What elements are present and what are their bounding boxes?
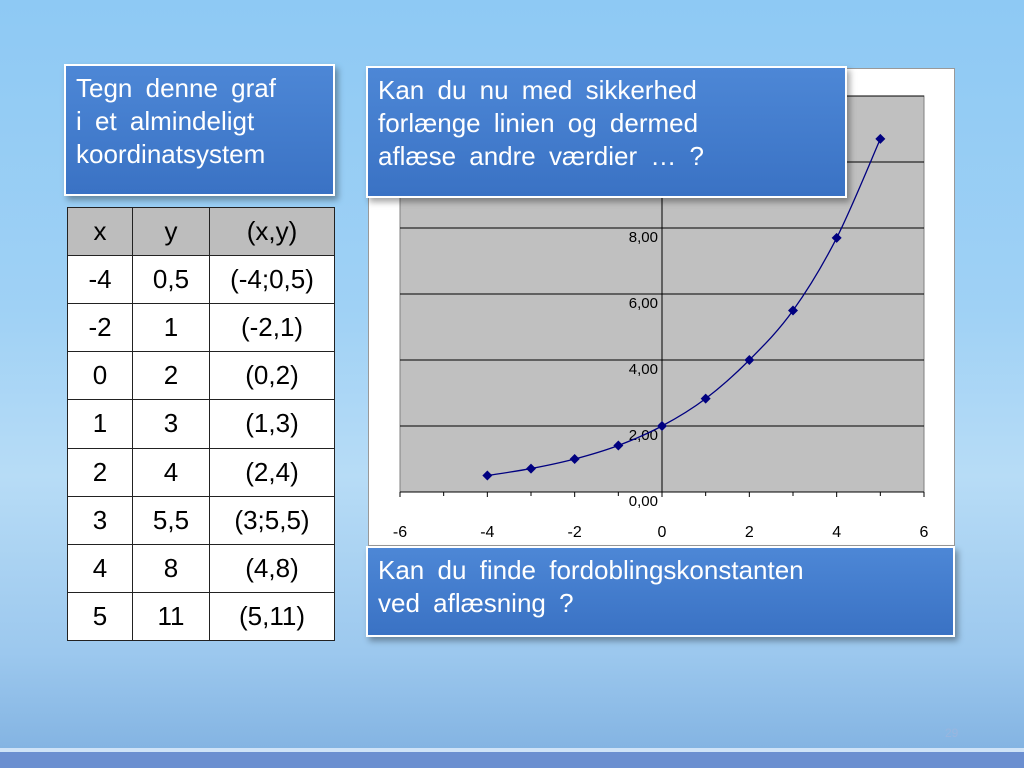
- x-tick-label: 6: [919, 524, 929, 541]
- table-row: [68, 496, 335, 544]
- table-row: [68, 592, 335, 640]
- y-tick-label: 2,00: [628, 427, 658, 444]
- callout-line: forlænge linien og dermed: [378, 108, 699, 138]
- table-row: [68, 256, 335, 304]
- page-number: 29: [945, 726, 959, 740]
- y-tick-label: 8,00: [628, 229, 658, 246]
- table-row: [68, 352, 335, 400]
- x-tick-label: -6: [392, 524, 408, 541]
- x-tick-label: 2: [744, 524, 754, 541]
- cell-y: 5,5: [133, 496, 210, 544]
- cell-x: 4: [68, 544, 133, 592]
- callout-line: ved aflæsning ?: [378, 588, 574, 618]
- callout-line: koordinatsystem: [76, 139, 266, 169]
- cell-y: 11: [133, 592, 210, 640]
- bottom-band: [0, 748, 1024, 768]
- cell-xy: (2,4): [210, 448, 335, 496]
- cell-x: 3: [68, 496, 133, 544]
- cell-x: 2: [68, 448, 133, 496]
- table-header-row: [68, 208, 335, 256]
- table-row: [68, 544, 335, 592]
- x-tick-label: 0: [657, 524, 667, 541]
- cell-x: 0: [68, 352, 133, 400]
- cell-xy: (4,8): [210, 544, 335, 592]
- cell-xy: (1,3): [210, 400, 335, 448]
- y-tick-label: 4,00: [628, 361, 658, 378]
- callout-extend-line: [366, 66, 847, 198]
- x-tick-label: -4: [480, 524, 495, 541]
- values-table: [67, 207, 335, 641]
- cell-y: 3: [133, 400, 210, 448]
- cell-y: 2: [133, 352, 210, 400]
- callout-line: aflæse andre værdier … ?: [378, 141, 705, 171]
- callout-line: Kan du nu med sikkerhed: [378, 75, 697, 105]
- cell-xy: (-2,1): [210, 304, 335, 352]
- table-row: [68, 400, 335, 448]
- cell-y: 1: [133, 304, 210, 352]
- callout-line: Tegn denne graf: [76, 73, 276, 103]
- cell-xy: (3;5,5): [210, 496, 335, 544]
- header-xy: (x,y): [210, 208, 335, 256]
- y-tick-label: 0,00: [628, 493, 658, 510]
- cell-xy: (-4;0,5): [210, 256, 335, 304]
- cell-xy: (5,11): [210, 592, 335, 640]
- callout-line: i et almindeligt: [76, 106, 255, 136]
- cell-x: -4: [68, 256, 133, 304]
- cell-y: 8: [133, 544, 210, 592]
- table-row: [68, 448, 335, 496]
- callout-draw-graph: [64, 64, 335, 196]
- y-tick-label: 6,00: [628, 295, 658, 312]
- cell-x: -2: [68, 304, 133, 352]
- cell-y: 4: [133, 448, 210, 496]
- cell-x: 5: [68, 592, 133, 640]
- callout-line: Kan du finde fordoblingskonstanten: [378, 555, 804, 585]
- x-tick-label: 4: [832, 524, 842, 541]
- header-x: x: [68, 208, 133, 256]
- table-row: [68, 304, 335, 352]
- callout-doubling-constant: [366, 546, 955, 637]
- cell-xy: (0,2): [210, 352, 335, 400]
- cell-x: 1: [68, 400, 133, 448]
- x-tick-label: -2: [567, 524, 582, 541]
- header-y: y: [133, 208, 210, 256]
- cell-y: 0,5: [133, 256, 210, 304]
